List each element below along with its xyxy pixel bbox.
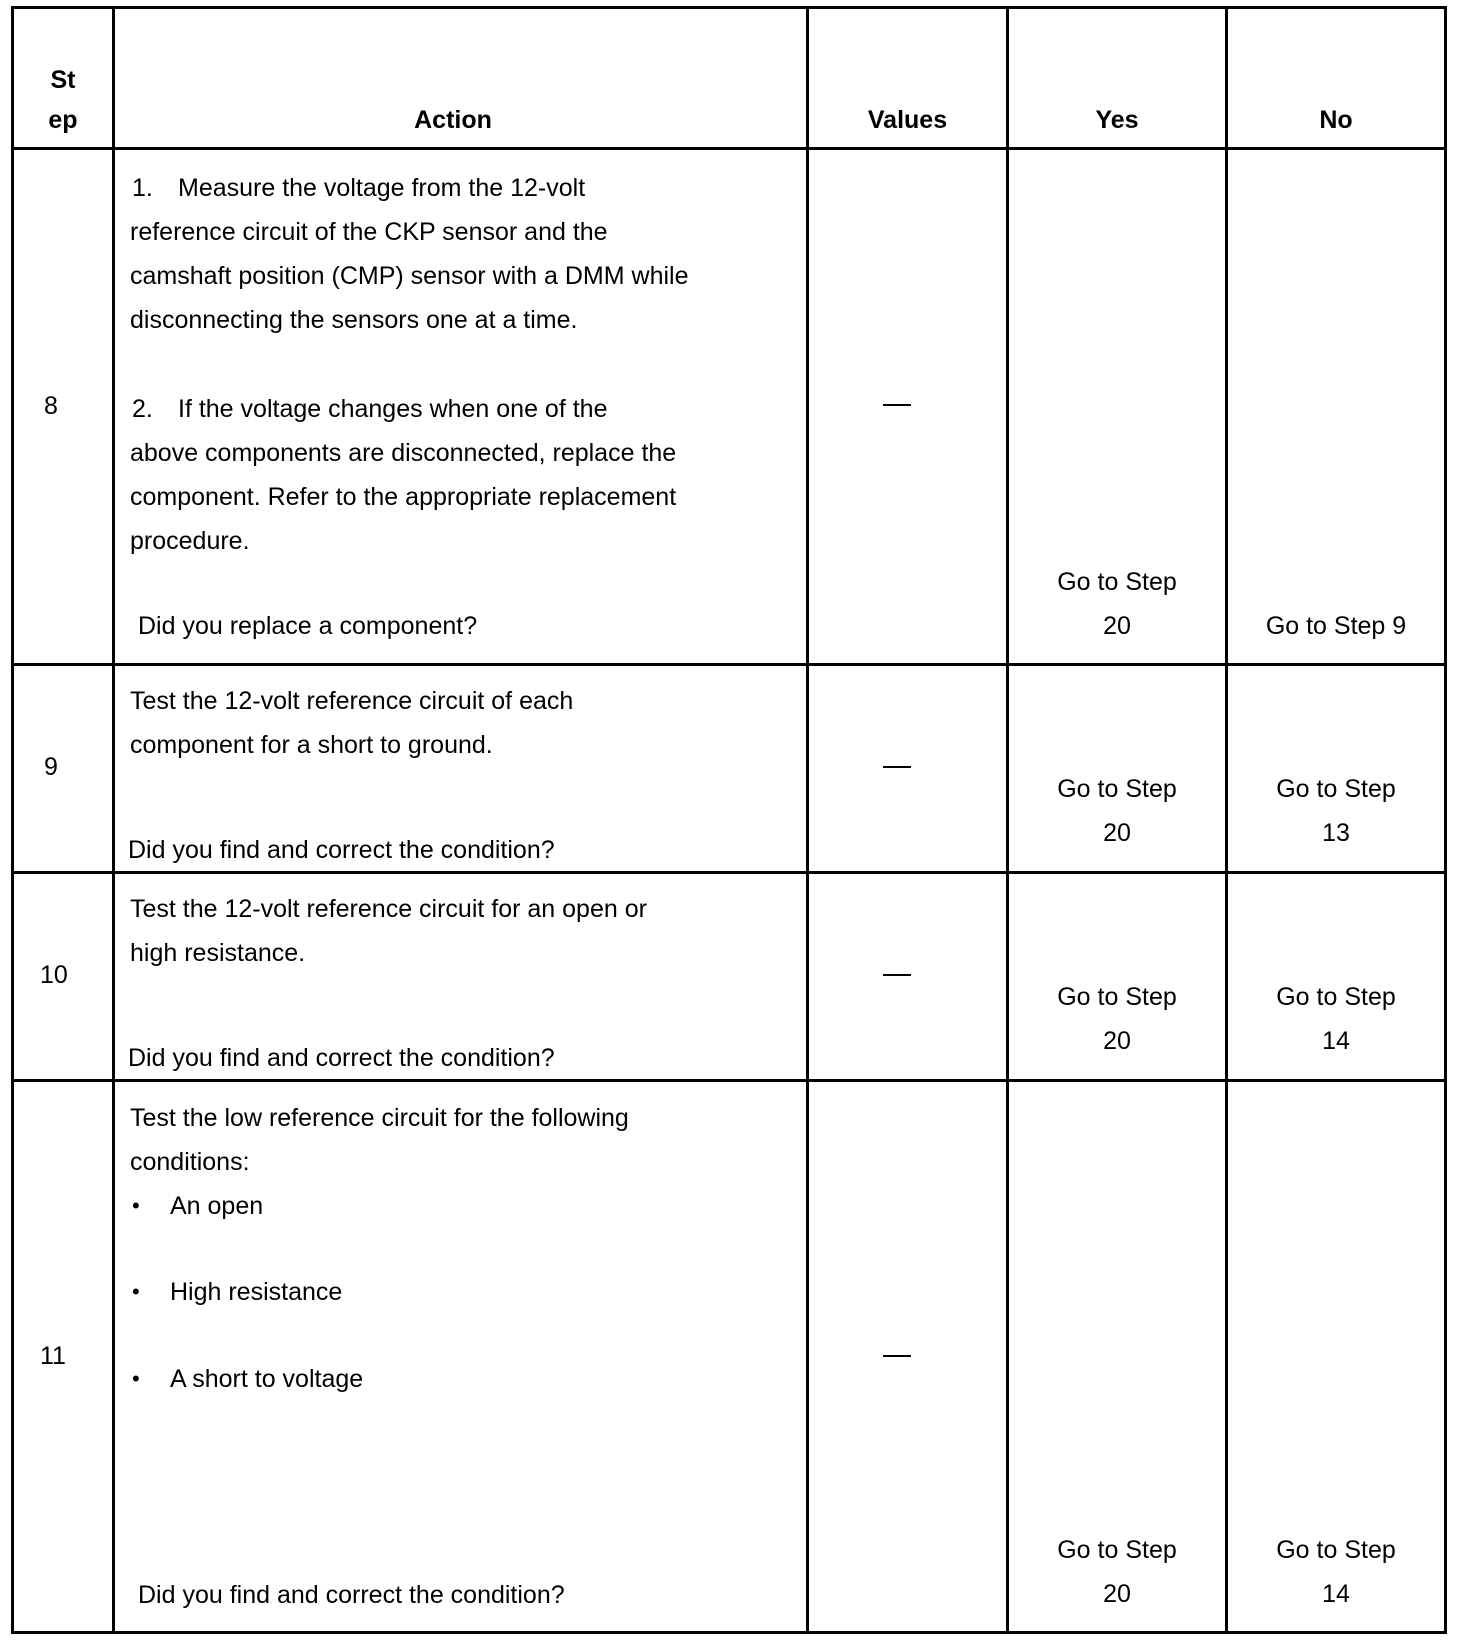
row-divider [11, 1079, 1447, 1082]
step-number: 9 [44, 753, 58, 781]
action-text: disconnecting the sensors one at a time. [130, 306, 578, 334]
list-number: 1. [132, 174, 153, 202]
values-dash [883, 1355, 911, 1357]
row-divider [11, 871, 1447, 874]
table-border-bottom [11, 1631, 1447, 1634]
action-text: Test the 12-volt reference circuit of each [130, 687, 574, 715]
row-divider [11, 147, 1447, 150]
no-cell: Go to Step 13 [1276, 775, 1396, 847]
values-dash [883, 974, 911, 976]
header-step: St ep [48, 66, 78, 134]
list-number: 2. [132, 395, 153, 423]
header-yes: Yes [1095, 106, 1139, 134]
yes-cell: Go to Step 20 [1057, 1536, 1177, 1608]
row-divider [11, 663, 1447, 666]
action-text: high resistance. [130, 939, 306, 967]
list-item: High resistance [170, 1278, 343, 1306]
column-divider [806, 6, 809, 1634]
action-text: procedure. [130, 527, 250, 555]
action-text: Test the 12-volt reference circuit for an open or [130, 895, 647, 923]
action-text: above components are disconnected, replace the [130, 439, 677, 467]
values-dash [883, 766, 911, 768]
yes-cell: Go to Step 20 [1057, 775, 1177, 847]
action-text: reference circuit of the CKP sensor and the [130, 218, 608, 246]
question-text: Did you find and correct the condition? [128, 836, 555, 864]
question-text: Did you replace a component? [138, 612, 478, 640]
yes-cell: Go to Step 20 [1057, 983, 1177, 1055]
question-text: Did you find and correct the condition? [138, 1581, 565, 1609]
action-text: Measure the voltage from the 12-volt [178, 174, 586, 202]
step-number: 8 [44, 392, 58, 420]
bullet-icon: • [132, 1279, 140, 1304]
step-number: 10 [40, 961, 68, 989]
table-border-top [11, 6, 1447, 9]
list-item: A short to voltage [170, 1365, 364, 1393]
action-text: Test the low reference circuit for the following [130, 1104, 629, 1132]
no-cell: Go to Step 14 [1276, 1536, 1396, 1608]
bullet-icon: • [132, 1366, 140, 1391]
values-dash [883, 404, 911, 406]
header-values: Values [867, 106, 948, 134]
bullet-icon: • [132, 1193, 140, 1218]
yes-cell: Go to Step 20 [1057, 568, 1177, 640]
table-border-right [1444, 6, 1447, 1634]
action-text: If the voltage changes when one of the [178, 395, 608, 423]
header-action: Action [414, 106, 492, 134]
list-item: An open [170, 1192, 264, 1220]
table-border-left [11, 6, 14, 1634]
action-text: camshaft position (CMP) sensor with a DMM while [130, 262, 689, 290]
action-text: conditions: [130, 1148, 250, 1176]
question-text: Did you find and correct the condition? [128, 1044, 555, 1072]
no-cell: Go to Step 14 [1276, 983, 1396, 1055]
step-number: 11 [40, 1342, 66, 1370]
action-text: component for a short to ground. [130, 731, 493, 759]
header-no: No [1319, 106, 1353, 134]
column-divider [112, 6, 115, 1634]
action-text: component. Refer to the appropriate replacement [130, 483, 677, 511]
no-cell: Go to Step 9 [1265, 612, 1407, 640]
